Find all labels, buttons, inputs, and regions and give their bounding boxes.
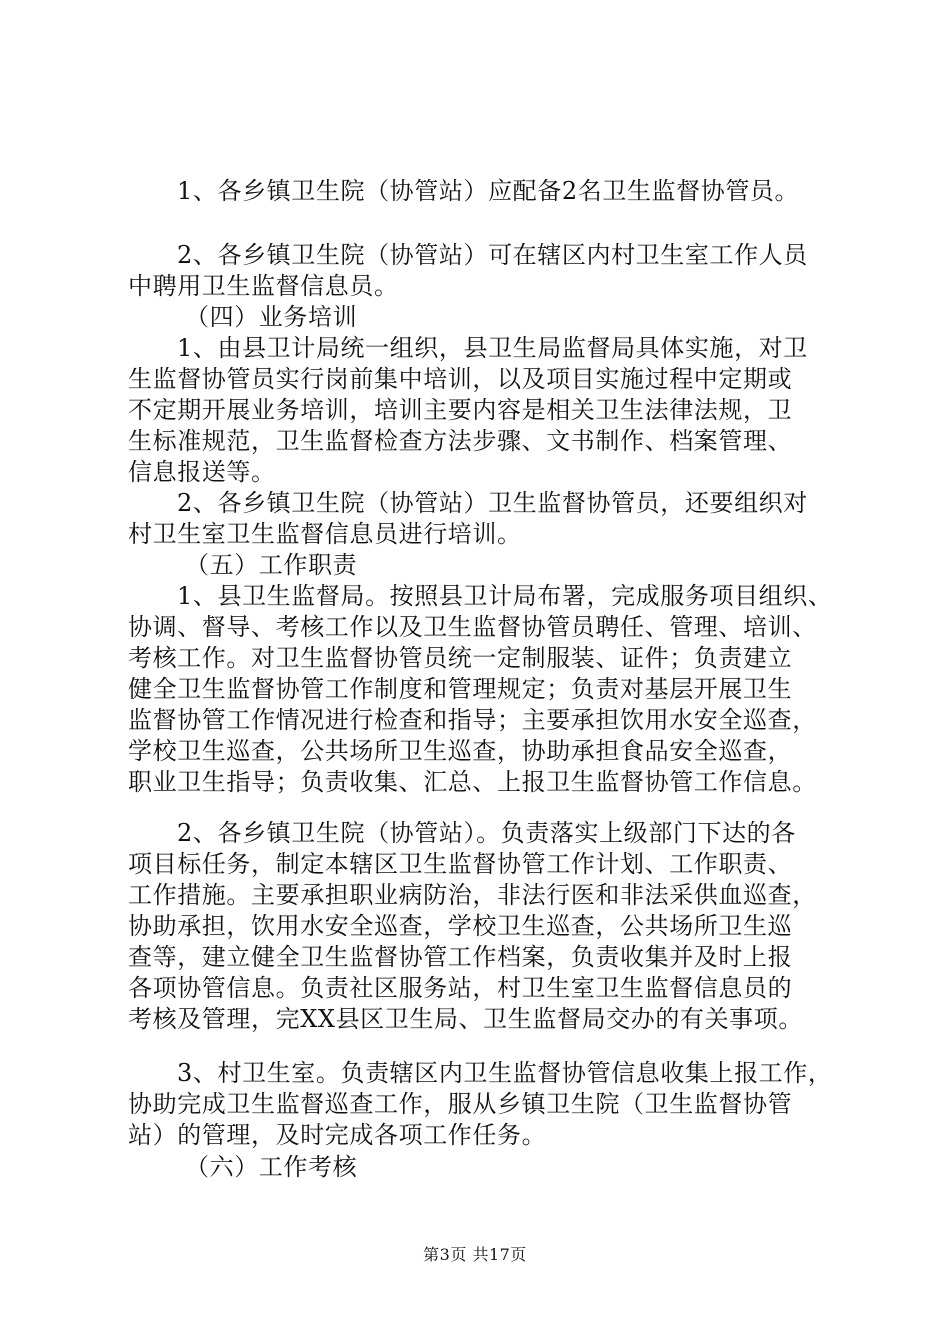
text-line: 2、各乡镇卫生院（协管站）卫生监督协管员，还要组织对 <box>177 489 808 517</box>
text-line: 站）的管理，及时完成各项工作任务。 <box>128 1121 547 1149</box>
text-line: 监督协管工作情况进行检查和指导；主要承担饮用水安全巡查， <box>128 706 817 734</box>
section-heading: （五）工作职责 <box>185 551 358 579</box>
text-line: 3、村卫生室。负责辖区内卫生监督协管信息收集上报工作， <box>177 1059 833 1087</box>
section-heading: （六）工作考核 <box>185 1153 358 1181</box>
text-line: 1、县卫生监督局。按照县卫计局布署，完成服务项目组织、 <box>177 582 833 610</box>
text-line: 考核工作。对卫生监督协管员统一定制服装、证件；负责建立 <box>128 644 793 672</box>
text-line: 不定期开展业务培训，培训主要内容是相关卫生法律法规，卫 <box>128 396 793 424</box>
paragraph-duties-county <box>128 581 833 798</box>
paragraph-duties-township <box>128 818 828 1035</box>
text-line: 2、各乡镇卫生院（协管站）可在辖区内村卫生室工作人员 <box>177 241 808 269</box>
text-line: 各项协管信息。负责社区服务站，村卫生室卫生监督信息员的 <box>128 974 793 1002</box>
text-line: 2、各乡镇卫生院（协管站）。负责落实上级部门下达的各 <box>177 819 796 847</box>
paragraph-info-officers <box>128 240 828 302</box>
text-line: 工作措施。主要承担职业病防治，非法行医和非法采供血巡查， <box>128 881 817 909</box>
section-heading-training <box>128 302 828 333</box>
text-line: 协助完成卫生监督巡查工作，服从乡镇卫生院（卫生监督协管 <box>128 1090 793 1118</box>
text-line: 信息报送等。 <box>128 458 276 486</box>
paragraph-staffing <box>128 176 828 207</box>
paragraph-training-1 <box>128 333 828 488</box>
text-line: 协调、督导、考核工作以及卫生监督协管员聘任、管理、培训、 <box>128 613 817 641</box>
text-line: 1、各乡镇卫生院（协管站）应配备2名卫生监督协管员。 <box>177 177 800 205</box>
text-line: 考核及管理，完XX县区卫生局、卫生监督局交办的有关事项。 <box>128 1005 803 1033</box>
section-heading-assessment <box>128 1152 828 1183</box>
text-line: 协助承担，饮用水安全巡查，学校卫生巡查，公共场所卫生巡 <box>128 912 793 940</box>
section-heading: （四）业务培训 <box>185 303 358 331</box>
text-line: 学校卫生巡查，公共场所卫生巡查，协助承担食品安全巡查， <box>128 737 793 765</box>
text-line: 村卫生室卫生监督信息员进行培训。 <box>128 520 522 548</box>
text-line: 项目标任务，制定本辖区卫生监督协管工作计划、工作职责、 <box>128 850 793 878</box>
page-number-footer: 第3页 共17页 <box>423 1245 527 1264</box>
text-line: 中聘用卫生监督信息员。 <box>128 272 399 300</box>
text-line: 健全卫生监督协管工作制度和管理规定；负责对基层开展卫生 <box>128 675 793 703</box>
text-line: 生监督协管员实行岗前集中培训，以及项目实施过程中定期或 <box>128 365 793 393</box>
text-line: 1、由县卫计局统一组织，县卫生局监督局具体实施，对卫 <box>177 334 808 362</box>
paragraph-duties-village <box>128 1058 833 1151</box>
text-line: 生标准规范，卫生监督检查方法步骤、文书制作、档案管理、 <box>128 427 793 455</box>
text-line: 职业卫生指导；负责收集、汇总、上报卫生监督协管工作信息。 <box>128 768 817 796</box>
section-heading-duties <box>128 550 828 581</box>
text-line: 查等，建立健全卫生监督协管工作档案，负责收集并及时上报 <box>128 943 793 971</box>
paragraph-training-2 <box>128 488 828 550</box>
